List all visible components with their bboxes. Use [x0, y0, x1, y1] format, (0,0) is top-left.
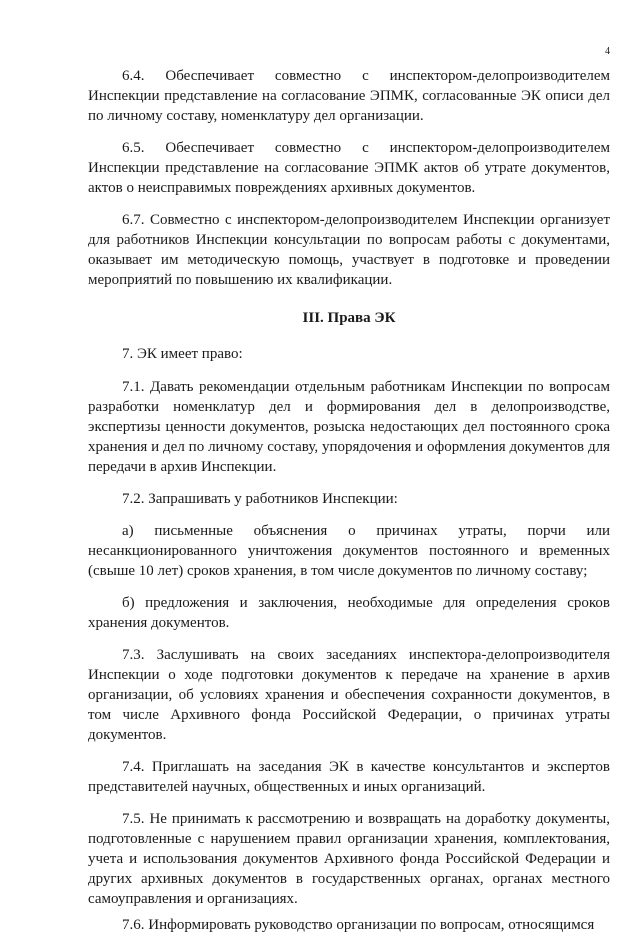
paragraph-7-4: 7.4. Приглашать на заседания ЭК в качестве консультантов и экспертов представителей научных, общественных и иных организаций.	[88, 759, 610, 795]
paragraph-7-2-b: б) предложения и заключения, необходимые для определения сроков хранения документов.	[88, 595, 610, 631]
paragraph-7-1: 7.1. Давать рекомендации отдельным работникам Инспекции по вопросам разработки номенклатур дел и формирования дел в делопроизводстве, экспертизы ценности документов, розыска недостающих дел постоянного срока хранения и дел по личному составу, упорядочения и оформления документов для передачи в архив Инспекции.	[88, 379, 610, 475]
document-body	[88, 66, 610, 935]
paragraph-6-4: 6.4. Обеспечивает совместно с инспектором-делопроизводителем Инспекции представление на согласование ЭПМК, согласованные ЭК описи дел по личному составу, номенклатуру дел организации.	[88, 68, 610, 124]
paragraph-7-2-a: а) письменные объяснения о причинах утраты, порчи или несанкционированного уничтожения документов постоянного и временных (свыше 10 лет) сроков хранения, в том числе документов по личному составу;	[88, 523, 610, 579]
paragraph-7-3: 7.3. Заслушивать на своих заседаниях инспектора-делопроизводителя Инспекции о ходе подготовки документов к передаче на хранение в архив организации, об условиях хранения и обеспечения сохранности документов, в том числе Архивного фонда Российской Федерации, о причинах утраты документов.	[88, 647, 610, 743]
paragraph-6-5: 6.5. Обеспечивает совместно с инспектором-делопроизводителем Инспекции представление на согласование ЭПМК актов об утрате документов, актов о неисправимых повреждениях архивных документов.	[88, 140, 610, 196]
paragraph-7-intro: 7. ЭК имеет право:	[122, 346, 243, 362]
section-heading: III. Права ЭК	[302, 310, 396, 326]
paragraph-7-5: 7.5. Не принимать к рассмотрению и возвращать на доработку документы, подготовленные с нарушением правил организации хранения, комплектования, учета и использования документов Архивного фонда Российской Федерации и других архивных документов в государственных органах, органах местного самоуправления и организациях.	[88, 811, 610, 907]
paragraph-7-2: 7.2. Запрашивать у работников Инспекции:	[122, 491, 398, 507]
paragraph-6-7: 6.7. Совместно с инспектором-делопроизводителем Инспекции организует для работников Инспекции консультации по вопросам работы с документами, оказывает им методическую помощь, участвует в подготовке и проведении мероприятий по повышению их квалификации.	[88, 212, 610, 288]
paragraph-7-6: 7.6. Информировать руководство организации по вопросам, относящимся	[122, 917, 595, 933]
page-number: 4	[605, 46, 610, 57]
